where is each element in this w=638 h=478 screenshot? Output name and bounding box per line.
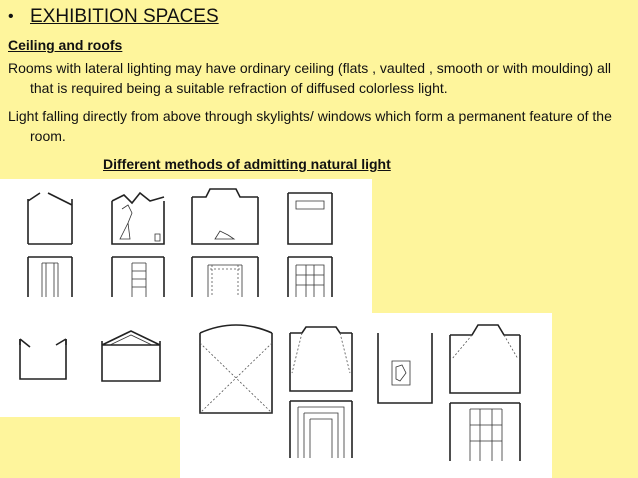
diagram-section-8 [290,327,352,458]
diagram-section-3 [192,189,258,297]
diagram-panel-bottom-right [180,313,552,478]
diagram-panel-bottom-left [0,321,180,417]
diagram-section-2 [112,193,164,297]
heading-text: EXHIBITION SPACES [30,6,219,27]
paragraph-top-lighting: Light falling directly from above through skylights/ windows which form a permanent feature of the room. [8,108,612,144]
bullet-icon: • [8,8,14,25]
diagram-section-9 [378,333,432,403]
diagram-section-6 [102,331,160,381]
lighting-diagrams-bottom-left [0,321,180,417]
slide-heading [8,5,219,29]
diagram-section-5 [20,339,66,379]
figure-caption: Different methods of admitting natural light [103,156,391,172]
diagram-section-7 [200,325,272,413]
diagram-section-10 [450,325,520,461]
diagram-section-1 [28,193,72,297]
diagram-panel-top [0,179,372,321]
diagram-section-4 [288,193,332,297]
subheading: Ceiling and roofs [8,37,123,53]
lighting-diagrams-bottom-right [180,313,552,478]
paragraph-lateral-lighting: Rooms with lateral lighting may have ordinary ceiling (flats , vaulted , smooth or with moulding) all that is required being a suitable refraction of diffused colorless light. [8,60,612,96]
lighting-diagrams-top [0,179,372,321]
